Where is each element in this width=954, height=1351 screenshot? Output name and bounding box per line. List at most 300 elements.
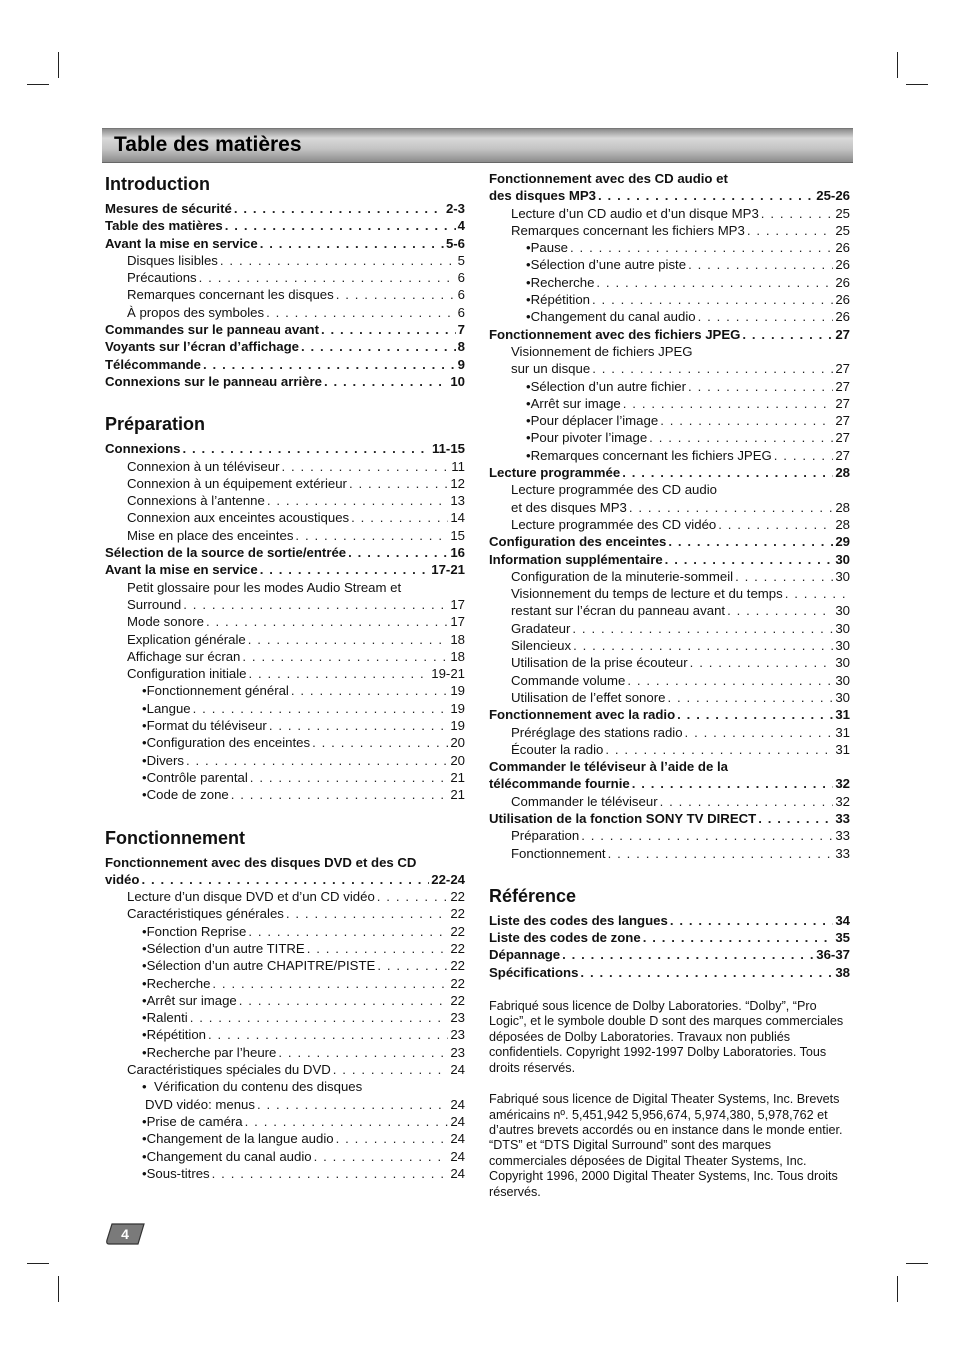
bullet-icon: • bbox=[142, 1165, 147, 1181]
dot-leader bbox=[632, 775, 834, 792]
toc-entry-title: Contrôle parental bbox=[146, 769, 248, 785]
toc-entry-title: Recherche par l’heure bbox=[146, 1044, 277, 1060]
toc-entry-title: Avant la mise en service bbox=[105, 235, 258, 251]
toc-entry bbox=[489, 326, 850, 343]
dot-leader bbox=[245, 1113, 449, 1130]
toc-entry-title: Disques lisibles bbox=[127, 252, 218, 268]
toc-entry-title: Vérification du contenu des disques bbox=[154, 1079, 363, 1095]
dot-leader bbox=[183, 596, 448, 613]
toc-entry-page: 12 bbox=[450, 475, 465, 491]
toc-entry-page: 24 bbox=[450, 1148, 465, 1164]
toc-entry-page: 27 bbox=[835, 447, 850, 463]
toc-entry-title: Explication générale bbox=[127, 631, 246, 647]
toc-entry bbox=[105, 717, 465, 734]
note-spacer bbox=[489, 981, 850, 999]
toc-entry bbox=[105, 648, 465, 665]
toc-entry bbox=[489, 481, 850, 498]
toc-entry-title: Information supplémentaire bbox=[489, 551, 663, 567]
page-number-badge bbox=[106, 1222, 146, 1246]
toc-entry bbox=[105, 1165, 465, 1182]
dot-leader bbox=[690, 654, 834, 671]
toc-entry bbox=[105, 1061, 465, 1078]
toc-entry-page: 28 bbox=[835, 516, 850, 532]
dot-leader bbox=[592, 291, 833, 308]
toc-entry bbox=[105, 269, 465, 286]
toc-entry-page: 24 bbox=[450, 1062, 465, 1078]
dot-leader bbox=[598, 187, 814, 204]
toc-entry bbox=[489, 429, 850, 446]
toc-entry bbox=[105, 1026, 465, 1043]
dot-leader bbox=[312, 734, 448, 751]
dot-leader bbox=[735, 568, 833, 585]
toc-entry bbox=[489, 464, 850, 481]
toc-entry-title: Changement du canal audio bbox=[530, 309, 696, 325]
dot-leader bbox=[248, 631, 449, 648]
dot-leader bbox=[605, 741, 833, 758]
toc-entry-page: 27 bbox=[835, 395, 850, 411]
toc-entry-title: Connexions bbox=[105, 441, 181, 457]
bullet-icon: • bbox=[526, 395, 531, 411]
toc-entry-page: 26 bbox=[835, 257, 850, 273]
toc-entry bbox=[489, 447, 850, 464]
toc-entry-page: 30 bbox=[835, 603, 850, 619]
toc-entry-page: 27 bbox=[835, 378, 850, 394]
toc-entry-title: Connexions à l’antenne bbox=[127, 493, 265, 509]
dot-leader bbox=[182, 440, 430, 457]
toc-entry bbox=[489, 343, 850, 360]
toc-entry bbox=[105, 1009, 465, 1026]
toc-entry bbox=[105, 440, 465, 457]
toc-entry bbox=[105, 871, 465, 888]
dot-leader bbox=[249, 665, 430, 682]
toc-entry-title: Télécommande bbox=[105, 356, 202, 372]
toc-entry bbox=[489, 551, 850, 568]
toc-entry-title: Écouter la radio bbox=[511, 741, 604, 757]
toc-entry bbox=[105, 1044, 465, 1061]
toc-entry-page: 30 bbox=[835, 672, 850, 688]
toc-entry bbox=[105, 769, 465, 786]
toc-entry bbox=[105, 200, 465, 217]
toc-entry-title: Remarques concernant les fichiers MP3 bbox=[511, 222, 745, 238]
bullet-icon: • bbox=[142, 1027, 147, 1043]
toc-entry-title: Commander le téléviseur à l’aide de la bbox=[489, 759, 728, 775]
toc-entry-title: Pour pivoter l’image bbox=[530, 430, 648, 446]
dot-leader bbox=[581, 827, 833, 844]
dot-leader bbox=[336, 1130, 449, 1147]
bullet-icon: • bbox=[526, 292, 531, 308]
toc-entry-title: Format du téléviseur bbox=[146, 718, 267, 734]
toc-entry-title: Fonctionnement avec des fichiers JPEG bbox=[489, 326, 741, 342]
note-spacer bbox=[489, 1076, 850, 1092]
toc-entry-page: 17 bbox=[450, 596, 465, 612]
dot-leader bbox=[660, 793, 834, 810]
toc-entry-title: Utilisation de la fonction SONY TV DIRECT bbox=[489, 810, 757, 826]
toc-entry-title: Recherche bbox=[146, 975, 211, 991]
toc-entry-page: 19 bbox=[450, 700, 465, 716]
bullet-icon: • bbox=[526, 378, 531, 394]
crop-mark bbox=[897, 1276, 898, 1302]
toc-entry bbox=[489, 602, 850, 619]
toc-entry bbox=[105, 1113, 465, 1130]
toc-entry-title: Commandes sur le panneau avant bbox=[105, 322, 319, 338]
bullet-icon: • bbox=[142, 1113, 147, 1129]
toc-entry-page: 6 bbox=[457, 304, 465, 320]
dot-leader bbox=[349, 475, 448, 492]
toc-entry-title: Dépannage bbox=[489, 947, 561, 963]
dot-leader bbox=[667, 689, 833, 706]
toc-entry-page: 8 bbox=[457, 339, 465, 355]
toc-entry bbox=[105, 700, 465, 717]
dot-leader bbox=[580, 964, 833, 981]
crop-mark bbox=[897, 52, 898, 78]
dot-leader bbox=[622, 464, 833, 481]
toc-entry-title: Préparation bbox=[511, 828, 580, 844]
toc-entry bbox=[105, 373, 465, 390]
toc-entry-title: des disques MP3 bbox=[489, 188, 597, 204]
toc-entry-title: Ralenti bbox=[146, 1010, 188, 1026]
toc-entry bbox=[105, 665, 465, 682]
toc-entry bbox=[489, 205, 850, 222]
dot-leader bbox=[670, 912, 833, 929]
toc-entry bbox=[489, 793, 850, 810]
toc-entry-title: Pour déplacer l’image bbox=[530, 413, 659, 429]
dot-leader bbox=[291, 682, 448, 699]
toc-entry-title: Lecture programmée bbox=[489, 465, 621, 481]
toc-entry-title: Remarques concernant les fichiers JPEG bbox=[530, 447, 772, 463]
dot-leader bbox=[260, 561, 430, 578]
bullet-icon: • bbox=[526, 413, 531, 429]
license-note: Fabriqué sous licence de Dolby Laboratories. “Dolby”, “Pro Logic”, et le symbole double D sont des marques commerciales déposées de Dolby Laboratories. Travaux non publiés confidentiels. Copyright 1992-1997 Dolby Laboratories. Tous droits réservés. bbox=[489, 999, 844, 1075]
bullet-icon: • bbox=[142, 1131, 147, 1147]
bullet-icon: • bbox=[142, 735, 147, 751]
dot-leader bbox=[758, 810, 833, 827]
toc-entry-title: Lecture programmée des CD audio bbox=[511, 482, 717, 498]
toc-entry bbox=[489, 672, 850, 689]
dot-leader bbox=[282, 458, 450, 475]
dot-leader bbox=[336, 286, 456, 303]
dot-leader bbox=[727, 602, 833, 619]
bullet-icon: • bbox=[142, 923, 147, 939]
toc-entry-page: 22 bbox=[450, 958, 465, 974]
toc-entry bbox=[105, 217, 465, 234]
toc-entry bbox=[489, 620, 850, 637]
bullet-icon: • bbox=[142, 1148, 147, 1164]
dot-leader bbox=[761, 205, 834, 222]
toc-entry bbox=[105, 905, 465, 922]
dot-leader bbox=[234, 200, 444, 217]
dot-leader bbox=[295, 527, 448, 544]
toc-entry-title: Recherche bbox=[530, 274, 595, 290]
dot-leader bbox=[377, 888, 449, 905]
toc-entry-title: Mode sonore bbox=[127, 614, 204, 630]
toc-entry-title: Commande volume bbox=[511, 672, 626, 688]
toc-entry-page: 18 bbox=[450, 648, 465, 664]
toc-entry-page: 30 bbox=[835, 655, 850, 671]
toc-entry-title: Utilisation de l’effet sonore bbox=[511, 689, 666, 705]
dot-leader bbox=[250, 769, 449, 786]
toc-entry-title: Utilisation de la prise écouteur bbox=[511, 655, 688, 671]
toc-entry-page: 22 bbox=[450, 923, 465, 939]
toc-entry-title: Changement du canal audio bbox=[146, 1148, 312, 1164]
dot-leader bbox=[668, 533, 833, 550]
toc-entry-page: 4 bbox=[457, 218, 465, 234]
toc-entry-page: 19-21 bbox=[431, 666, 465, 682]
bullet-icon: • bbox=[142, 958, 147, 974]
toc-entry-title: Avant la mise en service bbox=[105, 562, 258, 578]
toc-entry-page: 19 bbox=[450, 683, 465, 699]
toc-entry bbox=[105, 682, 465, 699]
toc-entry-title: Gradateur bbox=[511, 620, 571, 636]
section-heading-preparation: Préparation bbox=[105, 414, 206, 435]
toc-entry-title: vidéo bbox=[105, 871, 140, 887]
toc-entry bbox=[489, 637, 850, 654]
dot-leader bbox=[592, 360, 833, 377]
toc-entry-page: 13 bbox=[450, 493, 465, 509]
toc-entry bbox=[489, 912, 850, 929]
toc-entry-title: Visionnement du temps de lecture et du temps bbox=[511, 586, 783, 602]
bullet-icon: • bbox=[142, 992, 147, 1008]
toc-entry-page: 25 bbox=[835, 205, 850, 221]
toc-entry-page: 17 bbox=[450, 614, 465, 630]
toc-entry bbox=[489, 946, 850, 963]
toc-entry bbox=[105, 544, 465, 561]
toc-entry-title: À propos des symboles bbox=[127, 304, 265, 320]
toc-entry bbox=[105, 1130, 465, 1147]
toc-entry-page: 5-6 bbox=[445, 235, 465, 251]
toc-entry bbox=[105, 458, 465, 475]
toc-entry bbox=[489, 170, 850, 187]
toc-entry-page: 18 bbox=[450, 631, 465, 647]
toc-entry bbox=[105, 252, 465, 269]
toc-entry-title: Voyants sur l’écran d’affichage bbox=[105, 339, 299, 355]
toc-entry bbox=[105, 613, 465, 630]
toc-entry-page: 36-37 bbox=[816, 947, 850, 963]
toc-entry-title: Connexion aux enceintes acoustiques bbox=[127, 510, 350, 526]
toc-entry-page: 24 bbox=[450, 1096, 465, 1112]
dot-leader bbox=[190, 1009, 449, 1026]
toc-entry-title: Visionnement de fichiers JPEG bbox=[511, 343, 693, 359]
dot-leader bbox=[212, 1165, 449, 1182]
page-title: Table des matières bbox=[114, 133, 302, 156]
toc-entry-page: 31 bbox=[835, 741, 850, 757]
toc-entry bbox=[489, 724, 850, 741]
toc-entry bbox=[489, 187, 850, 204]
toc-entry bbox=[105, 492, 465, 509]
toc-entry-page: 30 bbox=[835, 551, 850, 567]
toc-entry-title: Divers bbox=[146, 752, 184, 768]
toc-entry-page: 29 bbox=[835, 534, 850, 550]
toc-entry bbox=[105, 509, 465, 526]
dot-leader bbox=[698, 308, 834, 325]
toc-entry-title: restant sur l’écran du panneau avant bbox=[511, 603, 726, 619]
dot-leader bbox=[665, 551, 834, 568]
bullet-icon: • bbox=[142, 1044, 147, 1060]
toc-entry bbox=[489, 256, 850, 273]
toc-entry-title: Configuration de la minuterie-sommeil bbox=[511, 568, 734, 584]
toc-entry-title: Connexion à un équipement extérieur bbox=[127, 475, 347, 491]
bullet-icon: • bbox=[142, 718, 147, 734]
dot-leader bbox=[649, 429, 833, 446]
toc-entry bbox=[489, 827, 850, 844]
toc-entry bbox=[489, 964, 850, 981]
toc-entry-page: 28 bbox=[835, 465, 850, 481]
toc-entry-page: 25 bbox=[835, 222, 850, 238]
dot-leader bbox=[314, 1148, 449, 1165]
dot-leader bbox=[688, 256, 833, 273]
dot-leader bbox=[573, 637, 833, 654]
toc-entry-title: Arrêt sur image bbox=[146, 992, 237, 1008]
toc-entry-page: 33 bbox=[835, 810, 850, 826]
toc-entry bbox=[489, 274, 850, 291]
dot-leader bbox=[231, 786, 449, 803]
bullet-icon: • bbox=[142, 752, 147, 768]
toc-entry bbox=[489, 239, 850, 256]
toc-entry bbox=[489, 308, 850, 325]
toc-entry bbox=[489, 568, 850, 585]
dot-leader bbox=[239, 992, 449, 1009]
toc-entry-title: Préréglage des stations radio bbox=[511, 724, 683, 740]
toc-entry bbox=[105, 475, 465, 492]
toc-entry-title: Fonctionnement général bbox=[146, 683, 289, 699]
section-heading-introduction: Introduction bbox=[105, 174, 210, 194]
bullet-icon: • bbox=[526, 257, 531, 273]
toc-entry-title: Configuration des enceintes bbox=[489, 534, 667, 550]
crop-mark bbox=[58, 52, 59, 78]
toc-entry bbox=[105, 940, 465, 957]
dot-leader bbox=[220, 252, 456, 269]
dot-leader bbox=[257, 1096, 448, 1113]
toc-entry bbox=[489, 360, 850, 377]
section-spacer bbox=[105, 390, 465, 410]
toc-entry-title: Connexions sur le panneau arrière bbox=[105, 373, 322, 389]
toc-entry bbox=[489, 499, 850, 516]
dot-leader bbox=[623, 395, 834, 412]
toc-entry bbox=[489, 654, 850, 671]
toc-entry bbox=[489, 810, 850, 827]
dot-leader bbox=[278, 1044, 448, 1061]
toc-entry-title: Sélection d’un autre fichier bbox=[530, 378, 687, 394]
toc-entry-page: 11 bbox=[451, 458, 465, 474]
dot-leader bbox=[351, 509, 448, 526]
toc-entry-page: 38 bbox=[835, 964, 850, 980]
toc-entry-page: 23 bbox=[450, 1010, 465, 1026]
toc-entry bbox=[489, 378, 850, 395]
toc-entry-title: Spécifications bbox=[489, 964, 579, 980]
dot-leader bbox=[742, 326, 833, 343]
toc-entry-title: Petit glossaire pour les modes Audio Stream et bbox=[127, 579, 402, 595]
toc-entry bbox=[105, 304, 465, 321]
toc-entry-title: Fonction Reprise bbox=[146, 923, 247, 939]
toc-entry-title: Lecture d’un disque DVD et d’un CD vidéo bbox=[127, 889, 375, 905]
dot-leader bbox=[248, 923, 448, 940]
toc-entry-title: Sélection d’une autre piste bbox=[530, 257, 687, 273]
toc-entry-title: Configuration initiale bbox=[127, 666, 247, 682]
toc-entry-title: Caractéristiques spéciales du DVD bbox=[127, 1062, 331, 1078]
page-number: 4 bbox=[121, 1226, 129, 1242]
toc-entry-page: 26 bbox=[835, 240, 850, 256]
dot-leader bbox=[225, 217, 456, 234]
toc-entry-page: 26 bbox=[835, 292, 850, 308]
toc-entry-title: Répétition bbox=[530, 292, 591, 308]
dot-leader bbox=[785, 585, 848, 602]
toc-entry-page: 25-26 bbox=[816, 188, 850, 204]
section-spacer bbox=[105, 804, 465, 824]
dot-leader bbox=[608, 845, 834, 862]
toc-entry bbox=[489, 706, 850, 723]
toc-entry-page: 10 bbox=[450, 373, 465, 389]
toc-entry-title: Sous-titres bbox=[146, 1165, 210, 1181]
crop-mark bbox=[27, 1263, 49, 1264]
bullet-icon: • bbox=[526, 240, 531, 256]
dot-leader bbox=[348, 544, 448, 561]
dot-leader bbox=[688, 378, 833, 395]
dot-leader bbox=[307, 940, 449, 957]
toc-entry-page: 27 bbox=[835, 326, 850, 342]
dot-leader bbox=[629, 499, 834, 516]
toc-entry bbox=[489, 775, 850, 792]
toc-entry-title: Sélection d’un autre TITRE bbox=[146, 940, 305, 956]
dot-leader bbox=[718, 516, 833, 533]
dot-leader bbox=[596, 274, 833, 291]
bullet-icon: • bbox=[142, 975, 147, 991]
toc-entry-page: 30 bbox=[835, 568, 850, 584]
dot-leader bbox=[677, 706, 833, 723]
dot-leader bbox=[267, 492, 448, 509]
toc-entry bbox=[489, 291, 850, 308]
toc-entry-title: DVD vidéo: menus bbox=[145, 1096, 255, 1112]
toc-entry-page: 23 bbox=[450, 1027, 465, 1043]
toc-entry bbox=[105, 923, 465, 940]
crop-mark bbox=[906, 84, 928, 85]
crop-mark bbox=[58, 1276, 59, 1302]
toc-entry bbox=[105, 321, 465, 338]
toc-entry-page: 30 bbox=[835, 689, 850, 705]
toc-entry-page: 5 bbox=[457, 252, 465, 268]
toc-entry-page: 24 bbox=[450, 1131, 465, 1147]
toc-entry bbox=[105, 235, 465, 252]
toc-entry-page: 21 bbox=[450, 787, 465, 803]
dot-leader bbox=[685, 724, 834, 741]
dot-leader bbox=[747, 222, 834, 239]
toc-entry-title: Fonctionnement avec la radio bbox=[489, 707, 676, 723]
bullet-icon: • bbox=[526, 274, 531, 290]
toc-entry-title: Remarques concernant les disques bbox=[127, 287, 334, 303]
toc-entry bbox=[105, 631, 465, 648]
toc-entry-page: 6 bbox=[457, 287, 465, 303]
bullet-icon: • bbox=[526, 309, 531, 325]
toc-entry-page: 34 bbox=[835, 912, 850, 928]
dot-leader bbox=[660, 412, 833, 429]
toc-entry bbox=[105, 286, 465, 303]
toc-entry bbox=[105, 1148, 465, 1165]
toc-entry-title: Fonctionnement avec des disques DVD et des CD bbox=[105, 854, 417, 870]
dot-leader bbox=[774, 447, 834, 464]
section-spacer bbox=[489, 862, 850, 882]
toc-entry bbox=[489, 585, 850, 602]
toc-entry bbox=[489, 845, 850, 862]
toc-entry-page: 22 bbox=[450, 992, 465, 1008]
toc-entry bbox=[105, 1078, 465, 1095]
toc-entry-page: 6 bbox=[457, 270, 465, 286]
toc-entry bbox=[105, 734, 465, 751]
toc-entry-page: 2-3 bbox=[445, 201, 465, 216]
toc-entry bbox=[105, 356, 465, 373]
crop-mark bbox=[27, 84, 49, 85]
dot-leader bbox=[377, 957, 448, 974]
toc-entry-title: Surround bbox=[127, 596, 182, 612]
toc-entry-title: Silencieux bbox=[511, 638, 572, 654]
toc-entry-page: 22 bbox=[450, 906, 465, 922]
